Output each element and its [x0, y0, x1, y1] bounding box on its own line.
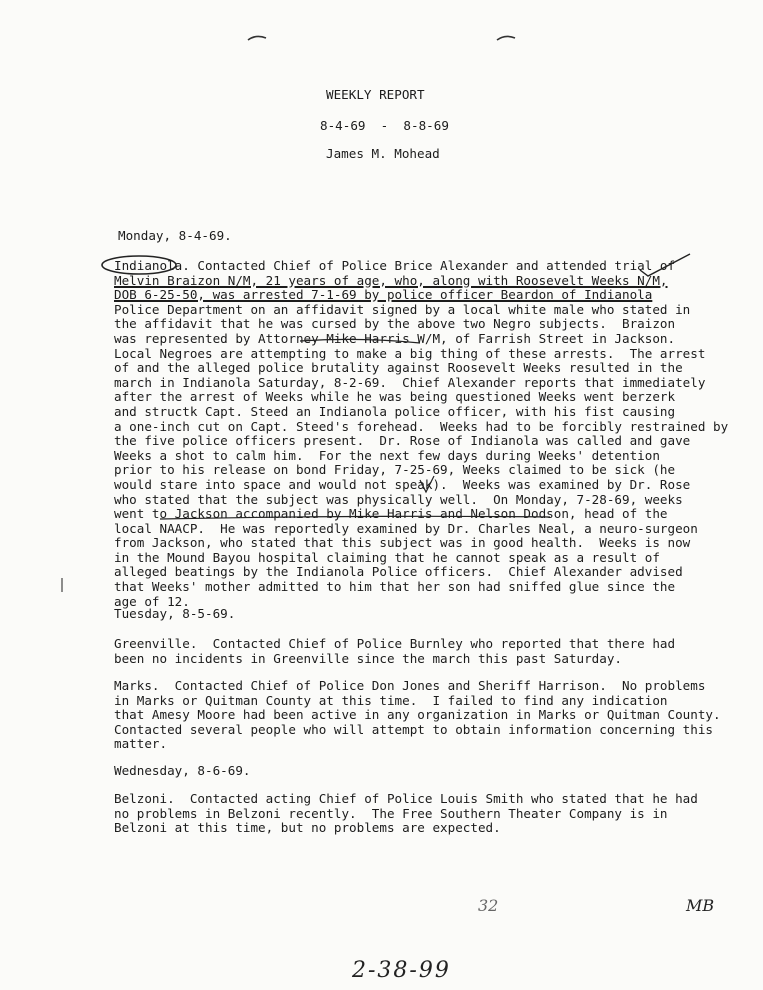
text-line: Indianola. Contacted Chief of Police Brice Alexander and attended trial of — [114, 258, 676, 273]
text-line: no problems in Belzoni recently. The Free Southern Theater Company is in — [114, 805, 668, 821]
handwritten-page-number: 2-38-99 — [352, 958, 451, 983]
greenville-paragraph — [114, 637, 694, 666]
text-line: Melvin Braizon N/M, 21 years of age, who, along with Roosevelt Weeks N/M, — [114, 272, 668, 288]
text-line: was represented by Attorney Mike Harris W/M, of Farrish Street in Jackson. — [114, 330, 676, 346]
marks-paragraph — [114, 678, 721, 752]
text-line: the five police officers present. Dr. Rose of Indianola was called and gave — [114, 433, 691, 449]
text-line: and structk Capt. Steed an Indianola police officer, with his fist causing — [114, 403, 676, 419]
text-line: been no incidents in Greenville since the march this past Saturday. — [114, 650, 622, 666]
report-title: WEEKLY REPORT — [326, 87, 425, 102]
staple-mark-left — [248, 36, 266, 40]
text-line: Weeks a shot to calm him. For the next few days during Weeks' detention — [114, 447, 660, 463]
text-line: DOB 6-25-50, was arrested 7-1-69 by police officer Beardon of Indianola — [114, 287, 653, 303]
text-line: march in Indianola Saturday, 8-2-69. Chief Alexander reports that immediately — [114, 374, 706, 390]
text-line: Local Negroes are attempting to make a big thing of these arrests. The arrest — [114, 345, 706, 361]
handwritten-initials: MB — [686, 896, 715, 915]
section-date-monday: Monday, 8-4-69. — [118, 228, 232, 243]
section-date-tuesday: Tuesday, 8-5-69. — [114, 606, 236, 621]
text-line: Greenville. Contacted Chief of Police Burnley who reported that there had — [114, 636, 676, 651]
text-line: the affidavit that he was cursed by the above two Negro subjects. Braizon — [114, 316, 676, 332]
report-author: James M. Mohead — [326, 146, 440, 161]
text-line: alleged beatings by the Indianola Police officers. Chief Alexander advised — [114, 564, 683, 580]
text-line: who stated that the subject was physically well. On Monday, 7-28-69, weeks — [114, 491, 683, 507]
text-line: Contacted several people who will attempt to obtain information concerning this — [114, 721, 713, 737]
monday-paragraph — [114, 258, 729, 609]
section-date-wednesday: Wednesday, 8-6-69. — [114, 763, 251, 778]
text-line: from Jackson, who stated that this subject was in good health. Weeks is now — [114, 535, 691, 551]
text-line: went to Jackson accompanied by Mike Harris and Nelson Dodson, head of the — [114, 506, 668, 522]
staple-mark-right — [497, 36, 515, 40]
text-line: age of 12. — [114, 593, 190, 609]
report-dates: 8-4-69 - 8-8-69 — [320, 118, 449, 133]
text-line: matter. — [114, 736, 168, 752]
text-line: Belzoni. Contacted acting Chief of Police Louis Smith who stated that he had — [114, 791, 698, 806]
text-line: of and the alleged police brutality against Roosevelt Weeks resulted in the — [114, 360, 683, 376]
text-line: Marks. Contacted Chief of Police Don Jones and Sheriff Harrison. No problems — [114, 678, 706, 693]
handwritten-scribble: 32 — [478, 896, 499, 915]
text-line: that Amesy Moore had been active in any organization in Marks or Quitman County. — [114, 707, 721, 723]
text-line: prior to his release on bond Friday, 7-25-69, Weeks claimed to be sick (he — [114, 462, 676, 478]
text-line: in the Mound Bayou hospital claiming that he cannot speak as a result of — [114, 549, 660, 565]
text-line: after the arrest of Weeks while he was being questioned Weeks went berzerk — [114, 389, 676, 405]
text-line: Belzoni at this time, but no problems are expected. — [114, 820, 501, 836]
text-line: local NAACP. He was reportedly examined by Dr. Charles Neal, a neuro-surgeon — [114, 520, 698, 536]
text-line: Police Department on an affidavit signed by a local white male who stated in — [114, 301, 691, 317]
text-line: that Weeks' mother admitted to him that her son had sniffed glue since the — [114, 579, 676, 595]
belzoni-paragraph — [114, 791, 698, 836]
text-line: would stare into space and would not speak). Weeks was examined by Dr. Rose — [114, 476, 691, 492]
text-line: in Marks or Quitman County at this time. I failed to find any indication — [114, 692, 668, 708]
text-line: a one-inch cut on Capt. Steed's forehead. Weeks had to be forcibly restrained by — [114, 418, 729, 434]
